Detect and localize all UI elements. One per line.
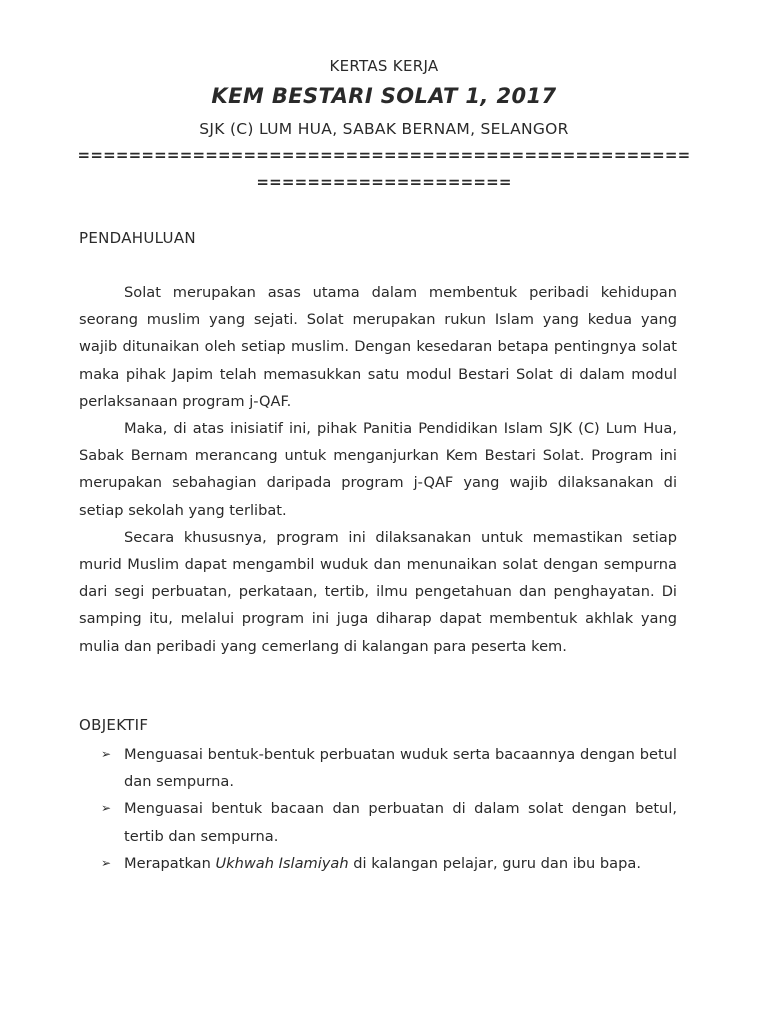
document-type: KERTAS KERJA — [329, 57, 439, 75]
list-item-text-post: di kalangan pelajar, guru dan ibu bapa. — [348, 854, 641, 872]
list-item — [79, 850, 677, 877]
pendahuluan-body — [79, 279, 677, 660]
list-item — [79, 741, 677, 795]
list-item-text-pre: Merapatkan — [124, 854, 216, 872]
paragraph: Secara khususnya, program ini dilaksanakan untuk memastikan setiap murid Muslim dapat mengambil wuduk dan menunaikan solat dengan sempurna dari segi perbuatan, perkataan, tertib, ilmu pengetahuan dan penghayatan. Di samping itu, melalui program ini juga diharap dapat membentuk akhlak yang mulia dan peribadi yang cemerlang di kalangan para peserta kem. — [79, 528, 677, 655]
list-item-text-emphasis: Ukhwah Islamiyah — [215, 854, 349, 872]
separator-rule: ==================== — [256, 173, 512, 191]
separator-rule: ================================================ — [77, 146, 691, 164]
list-item — [79, 795, 677, 849]
list-item-text: Menguasai bentuk bacaan dan perbuatan di dalam solat dengan betul, tertib dan sempurna. — [124, 800, 677, 845]
list-item-text: Menguasai bentuk-bentuk perbuatan wuduk serta bacaannya dengan betul dan sempurna. — [124, 746, 677, 791]
paragraph: Solat merupakan asas utama dalam membentuk peribadi kehidupan seorang muslim yang sejati. Solat merupakan rukun Islam yang kedua yang wajib ditunaikan oleh setiap muslim. Dengan kesedaran betapa pentingnya solat maka pihak Japim telah memasukkan satu modul Bestari Solat di dalam modul perlaksanaan program j-QAF. — [79, 284, 677, 410]
arrow-bullet-icon: ➢ — [101, 747, 112, 761]
arrow-bullet-icon: ➢ — [101, 855, 112, 870]
arrow-bullet-icon: ➢ — [101, 801, 112, 816]
list-item-text — [124, 855, 641, 872]
paragraph: Maka, di atas inisiatif ini, pihak Panitia Pendidikan Islam SJK (C) Lum Hua, Sabak Bernam merancang untuk menganjurkan Kem Bestari Solat. Program ini merupakan sebahagian daripada program j-QAF yang wajib dilaksanakan di setiap sekolah yang terlibat. — [79, 420, 677, 519]
school-name: SJK (C) LUM HUA, SABAK BERNAM, SELANGOR — [199, 120, 569, 138]
objective-list — [79, 741, 677, 877]
document-title: KEM BESTARI SOLAT 1, 2017 — [211, 84, 557, 108]
section-heading-objektif: OBJEKTIF — [79, 716, 149, 734]
section-heading-pendahuluan: PENDAHULUAN — [79, 229, 196, 247]
